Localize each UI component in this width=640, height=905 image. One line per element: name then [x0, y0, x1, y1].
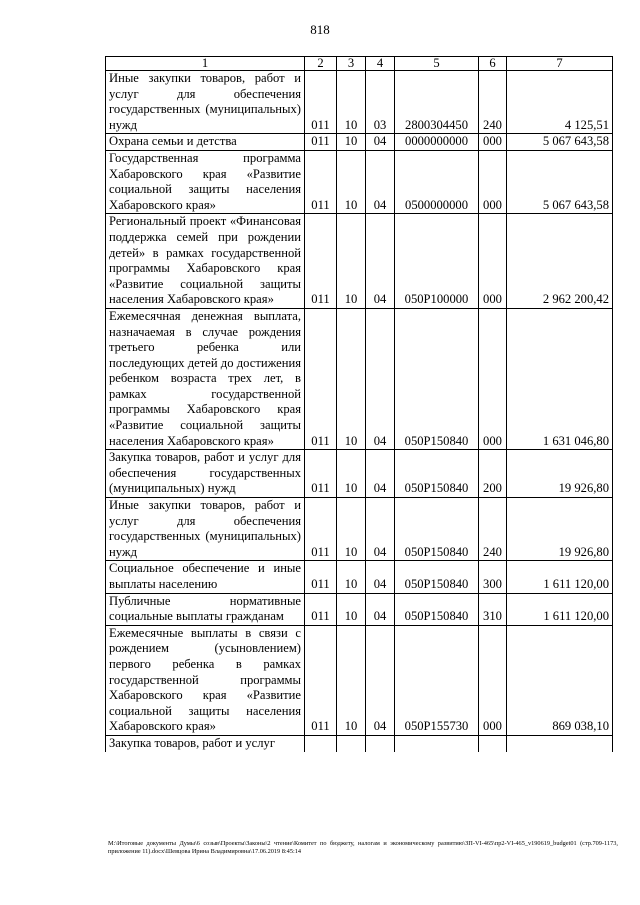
target-article-cell: 050P150840: [395, 450, 479, 498]
glava-code-cell: 011: [305, 71, 337, 134]
target-article-cell: [395, 735, 479, 751]
expense-type-cell: 310: [479, 593, 507, 625]
amount-cell: 869 038,10: [507, 625, 613, 735]
expense-type-cell: 240: [479, 498, 507, 561]
podrazdel-code-cell: 04: [366, 625, 395, 735]
row-name-cell: Социальное обеспечение и иные выплаты населению: [106, 561, 305, 593]
target-article-cell: 050P100000: [395, 214, 479, 309]
glava-code-cell: 011: [305, 308, 337, 449]
target-article-cell: 0500000000: [395, 150, 479, 213]
row-name-cell: Государственная программа Хабаровского края «Развитие социальной защиты населения Хабаровского края»: [106, 150, 305, 213]
razdel-code-cell: 10: [337, 71, 366, 134]
amount-cell: 2 962 200,42: [507, 214, 613, 309]
target-article-cell: 050P155730: [395, 625, 479, 735]
razdel-code-cell: 10: [337, 593, 366, 625]
header-cell: 7: [507, 57, 613, 71]
expense-type-cell: 000: [479, 214, 507, 309]
expense-type-cell: [479, 735, 507, 751]
row-name-cell: Ежемесячная денежная выплата, назначаемая в случае рождения третьего ребенка или последующих детей до достижения ребенком возраста трех лет, в рамках государственной программы Хабаровского края «Развитие социальной защиты населения Хабаровского края»: [106, 308, 305, 449]
glava-code-cell: 011: [305, 150, 337, 213]
glava-code-cell: [305, 735, 337, 751]
expense-type-cell: 300: [479, 561, 507, 593]
page-number: 818: [310, 22, 330, 37]
table-row: [106, 150, 613, 213]
table-header-row: [106, 57, 613, 71]
podrazdel-code-cell: 04: [366, 308, 395, 449]
glava-code-cell: 011: [305, 134, 337, 151]
podrazdel-code-cell: 04: [366, 450, 395, 498]
row-name-cell: Региональный проект «Финансовая поддержка семей при рождении детей» в рамках государственной программы Хабаровского края «Развитие социальной защиты населения Хабаровского края»: [106, 214, 305, 309]
row-name-cell: Охрана семьи и детства: [106, 134, 305, 151]
podrazdel-code-cell: 04: [366, 593, 395, 625]
glava-code-cell: 011: [305, 450, 337, 498]
table-row: [106, 625, 613, 735]
amount-cell: 5 067 643,58: [507, 134, 613, 151]
table-row: [106, 735, 613, 751]
podrazdel-code-cell: 03: [366, 71, 395, 134]
glava-code-cell: 011: [305, 561, 337, 593]
podrazdel-code-cell: 04: [366, 134, 395, 151]
table-row: [106, 593, 613, 625]
expense-type-cell: 200: [479, 450, 507, 498]
glava-code-cell: 011: [305, 214, 337, 309]
expense-type-cell: 000: [479, 308, 507, 449]
expense-type-cell: 000: [479, 134, 507, 151]
razdel-code-cell: 10: [337, 498, 366, 561]
glava-code-cell: 011: [305, 593, 337, 625]
podrazdel-code-cell: [366, 735, 395, 751]
header-cell: 4: [366, 57, 395, 71]
razdel-code-cell: 10: [337, 561, 366, 593]
razdel-code-cell: 10: [337, 214, 366, 309]
table-row: [106, 308, 613, 449]
table-row: [106, 561, 613, 593]
podrazdel-code-cell: 04: [366, 498, 395, 561]
razdel-code-cell: 10: [337, 134, 366, 151]
document-file-path-footer: М:\Итоговые документы Думы\6 созыв\Проекты\Законы\2 чтение\Комитет по бюджету, налогам и экономическому развитию\ЗП-VI-465\пр2-VI-465_v190619_budget01 (стр.709-1173, приложение 11).docx\Шевцова Ирина Владимировна\17.06.2019 8:45:14: [108, 840, 618, 856]
razdel-code-cell: 10: [337, 625, 366, 735]
budget-table: [105, 56, 613, 752]
razdel-code-cell: 10: [337, 150, 366, 213]
header-cell: 6: [479, 57, 507, 71]
table-row: [106, 498, 613, 561]
target-article-cell: 0000000000: [395, 134, 479, 151]
razdel-code-cell: [337, 735, 366, 751]
amount-cell: 4 125,51: [507, 71, 613, 134]
expense-type-cell: 000: [479, 150, 507, 213]
target-article-cell: 050P150840: [395, 593, 479, 625]
amount-cell: 19 926,80: [507, 450, 613, 498]
row-name-cell: Публичные нормативные социальные выплаты гражданам: [106, 593, 305, 625]
row-name-cell: Ежемесячные выплаты в связи с рождением (усыновлением) первого ребенка в рамках государственной программы Хабаровского края «Развитие социальной защиты населения Хабаровского края»: [106, 625, 305, 735]
amount-cell: [507, 735, 613, 751]
glava-code-cell: 011: [305, 498, 337, 561]
amount-cell: 1 631 046,80: [507, 308, 613, 449]
amount-cell: 19 926,80: [507, 498, 613, 561]
razdel-code-cell: 10: [337, 308, 366, 449]
podrazdel-code-cell: 04: [366, 214, 395, 309]
header-cell: 3: [337, 57, 366, 71]
table-row: [106, 450, 613, 498]
table-row: [106, 214, 613, 309]
row-name-cell: Иные закупки товаров, работ и услуг для обеспечения государственных (муниципальных) нужд: [106, 498, 305, 561]
amount-cell: 1 611 120,00: [507, 593, 613, 625]
row-name-cell: Закупка товаров, работ и услуг: [106, 735, 305, 751]
razdel-code-cell: 10: [337, 450, 366, 498]
header-cell: 2: [305, 57, 337, 71]
amount-cell: 5 067 643,58: [507, 150, 613, 213]
target-article-cell: 2800304450: [395, 71, 479, 134]
table-row: [106, 71, 613, 134]
expense-type-cell: 240: [479, 71, 507, 134]
table-row: [106, 134, 613, 151]
header-cell: 5: [395, 57, 479, 71]
target-article-cell: 050P150840: [395, 498, 479, 561]
amount-cell: 1 611 120,00: [507, 561, 613, 593]
row-name-cell: Иные закупки товаров, работ и услуг для обеспечения государственных (муниципальных) нужд: [106, 71, 305, 134]
podrazdel-code-cell: 04: [366, 150, 395, 213]
expense-type-cell: 000: [479, 625, 507, 735]
glava-code-cell: 011: [305, 625, 337, 735]
target-article-cell: 050P150840: [395, 561, 479, 593]
podrazdel-code-cell: 04: [366, 561, 395, 593]
target-article-cell: 050P150840: [395, 308, 479, 449]
header-cell: 1: [106, 57, 305, 71]
row-name-cell: Закупка товаров, работ и услуг для обеспечения государственных (муниципальных) нужд: [106, 450, 305, 498]
